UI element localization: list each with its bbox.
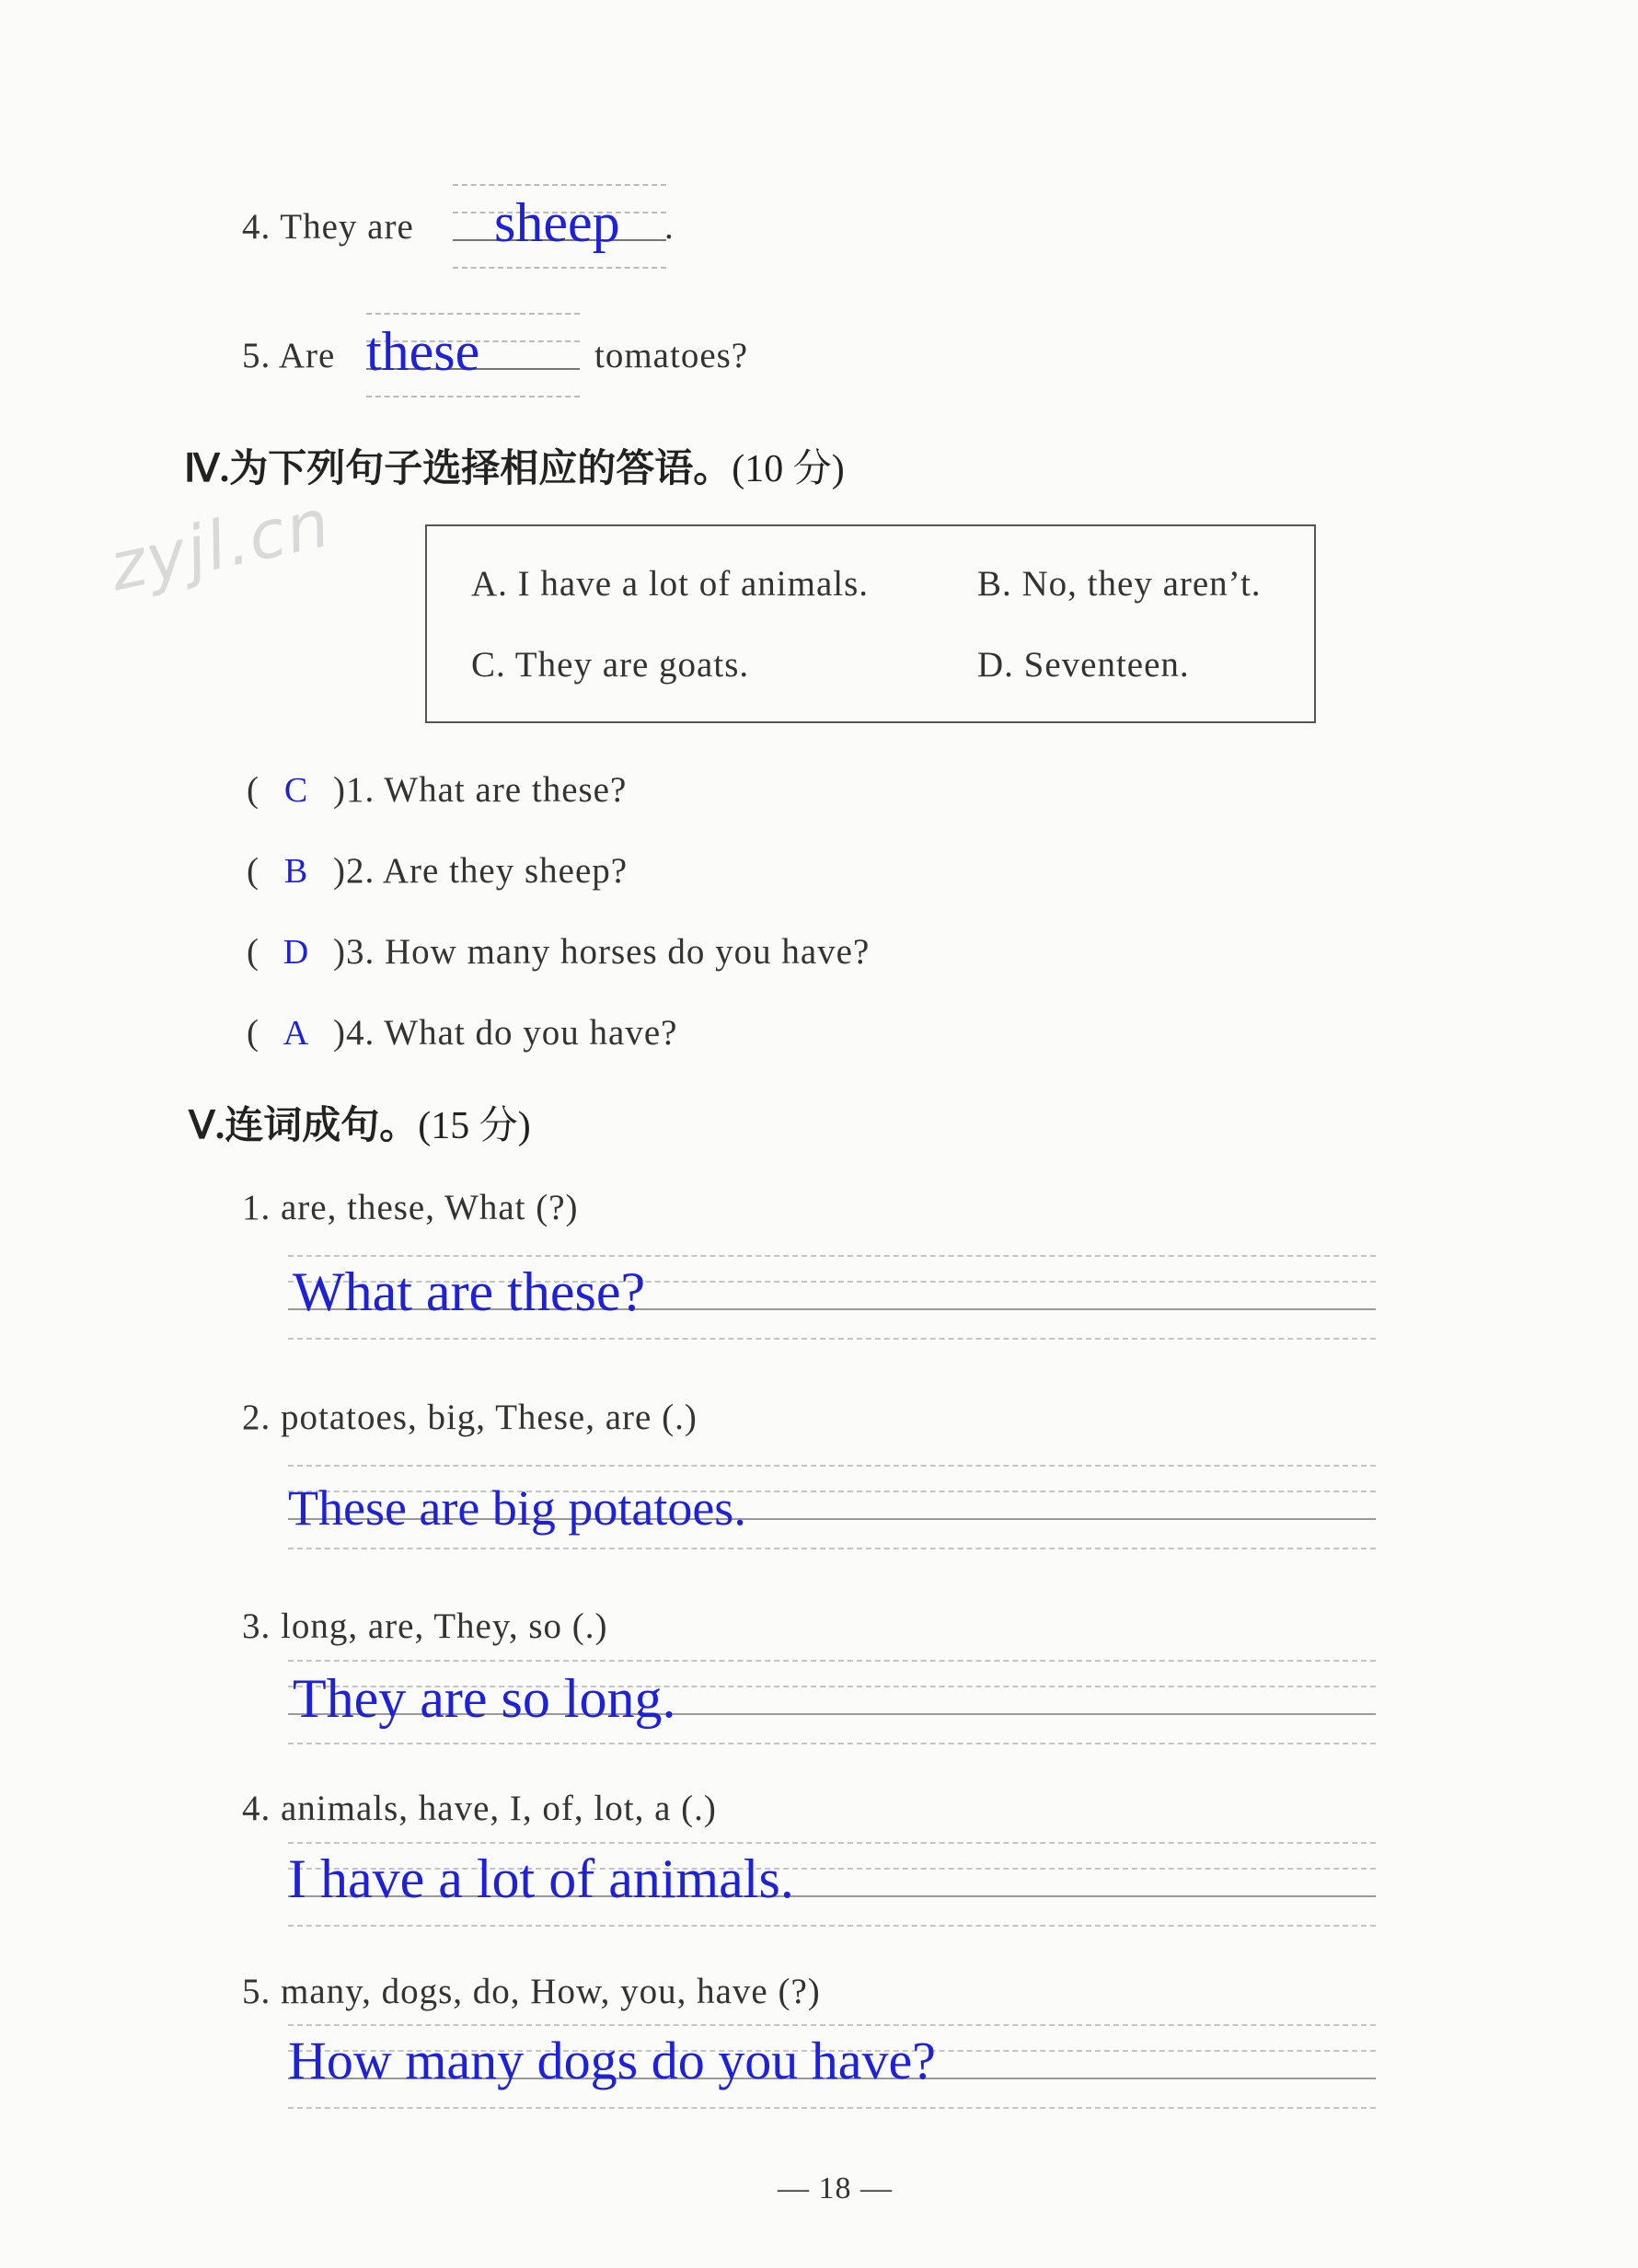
watermark-logo: zyjl.cn [102,483,338,606]
item-number: )1. [333,770,375,810]
reorder-answer-4: I have a lot of animals. [288,1848,794,1909]
match-item-2: ( B )2. Are they sheep? [247,851,629,891]
reorder-answer-5: How many dogs do you have? [288,2031,936,2090]
option-d: D. Seventeen. [977,645,1190,685]
item-question: What do you have? [384,1013,678,1053]
reorder-prompt-3: 3. long, are, They, so (.) [242,1606,608,1646]
item-text-before: They are [280,207,414,247]
section-number: Ⅴ. [189,1105,225,1147]
answer-choice[interactable]: D [283,933,310,972]
item-text-after: tomatoes? [594,336,749,375]
item-text-before: Are [278,336,336,375]
reorder-answer-3: They are so long. [293,1668,676,1729]
options-box [425,524,1316,723]
reorder-answer-1: What are these? [293,1261,646,1322]
match-item-4: ( A )4. What do you have? [247,1013,678,1053]
section-title: 连词成句。 [225,1102,419,1147]
match-item-3: ( D )3. How many horses do you have? [247,932,871,972]
section-points: (10 分) [732,448,845,490]
reorder-prompt-5: 5. many, dogs, do, How, you, have (?) [242,1972,821,2011]
fill-item-5 [242,335,335,376]
option-a: A. I have a lot of animals. [471,564,870,604]
fill-item-4 [242,206,414,248]
item-question: Are they sheep? [382,851,629,891]
answer-choice[interactable]: A [283,1014,310,1053]
reorder-prompt-2: 2. potatoes, big, These, are (.) [242,1398,698,1437]
reorder-answer-2: These are big potatoes. [288,1480,746,1536]
option-b: B. No, they aren’t. [977,564,1262,604]
reorder-prompt-4: 4. animals, have, I, of, lot, a (.) [242,1789,717,1828]
item-number: )4. [333,1013,375,1053]
answer-text-5: these [366,321,480,382]
item-number: 5. [242,336,271,375]
item-number: )2. [333,851,375,891]
section-4-heading [184,438,845,493]
reorder-prompt-1: 1. are, these, What (?) [242,1188,579,1227]
answer-choice[interactable]: B [283,852,309,891]
item-question: What are these? [384,770,628,810]
option-c: C. They are goats. [471,645,750,685]
section-number: Ⅳ. [184,448,230,490]
page-number: — 18 — [778,2171,893,2205]
section-5-heading [189,1095,531,1150]
item-number: 4. [242,207,271,247]
item-text-after: . [664,207,675,247]
item-question: How many horses do you have? [385,932,871,972]
item-number: )3. [333,932,375,972]
answer-text-4: sheep [494,192,620,253]
match-item-1: ( C )1. What are these? [247,770,628,810]
section-title: 为下列句子选择相应的答语。 [229,445,732,490]
section-points: (15 分) [418,1105,531,1147]
answer-choice[interactable]: C [283,771,309,810]
